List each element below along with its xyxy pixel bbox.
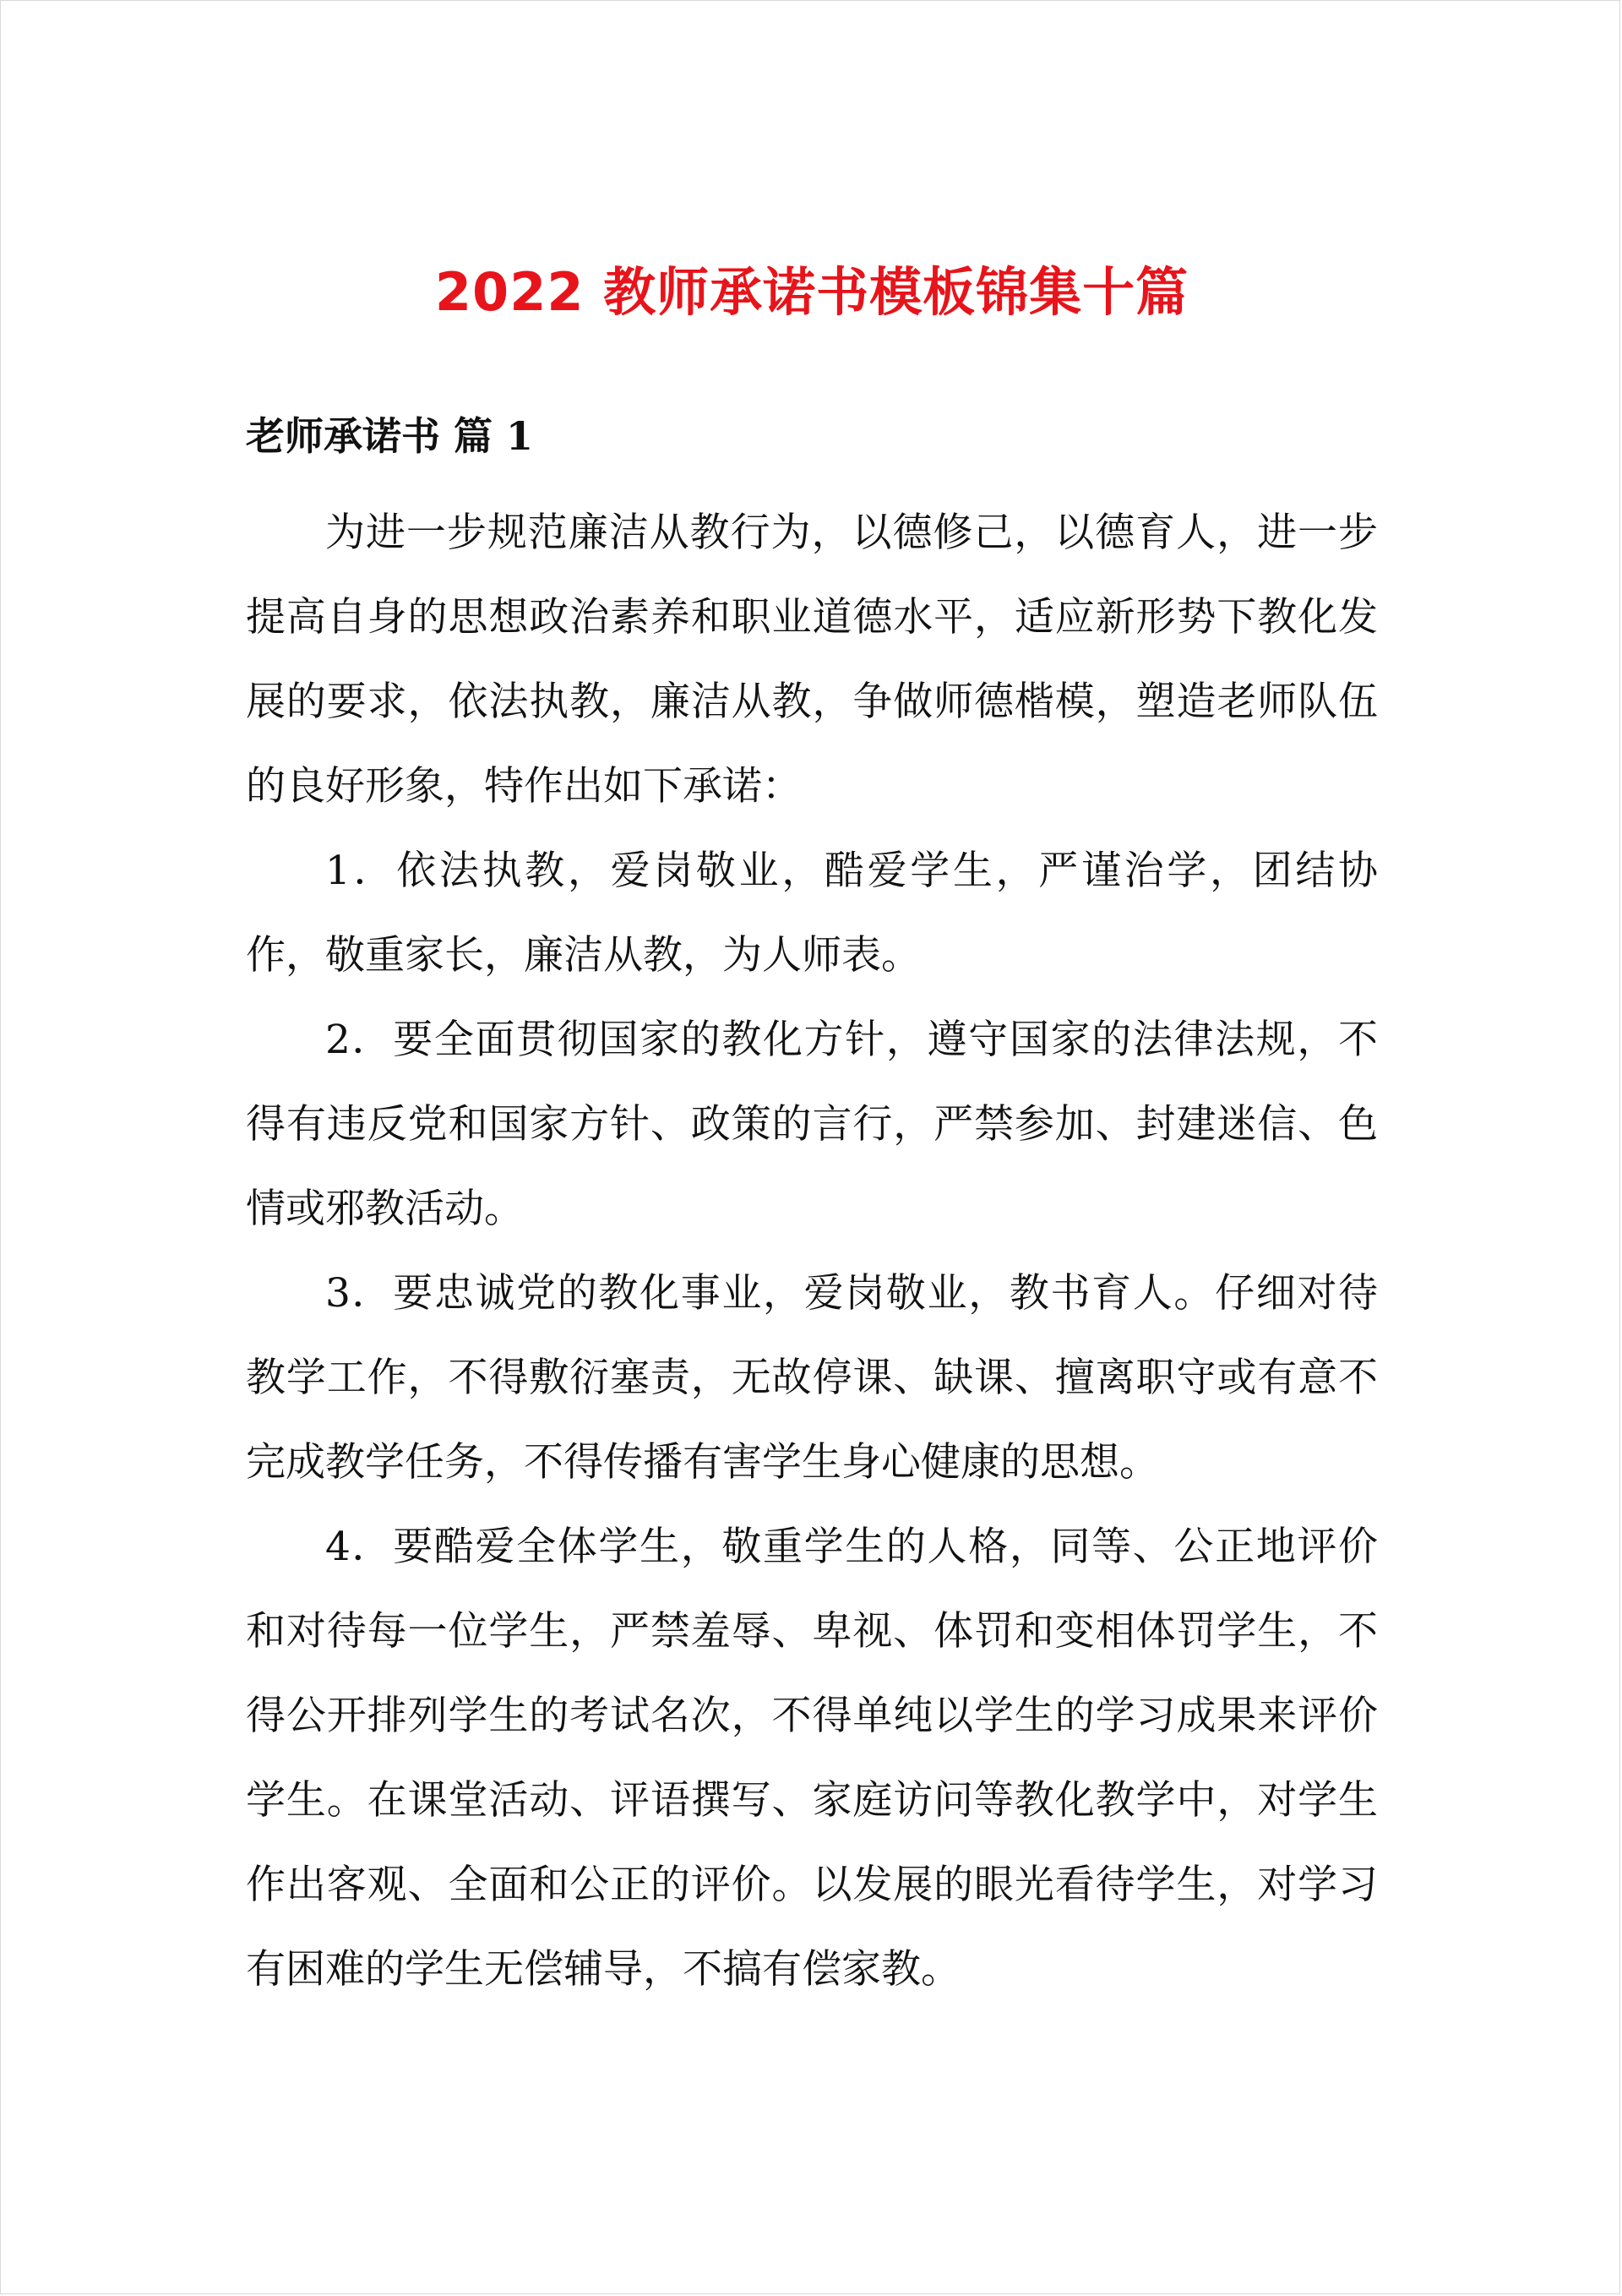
paragraph-item-2: 2．要全面贯彻国家的教化方针，遵守国家的法律法规，不得有违反党和国家方针、政策的言行，严禁参加、封建迷信、色情或邪教活动。 xyxy=(246,1017,1378,1232)
document-title: 2022 教师承诺书模板锦集十篇 xyxy=(434,261,1189,323)
paragraph-intro: 为进一步规范廉洁从教行为，以德修己，以德育人，进一步提高自身的思想政治素养和职业道德水平，适应新形势下教化发展的要求，依法执教，廉洁从教，争做师德楷模，塑造老师队伍的良好形象，特作出如下承诺： xyxy=(246,510,1378,810)
paragraph-item-3: 3．要忠诚党的教化事业，爱岗敬业，教书育人。仔细对待教学工作，不得敷衍塞责，无故停课、缺课、擅离职守或有意不完成教学任务，不得传播有害学生身心健康的思想。 xyxy=(246,1270,1378,1486)
paragraph-item-1: 1．依法执教，爱岗敬业，酷爱学生，严谨治学，团结协作，敬重家长，廉洁从教，为人师表。 xyxy=(246,848,1378,979)
paragraph-item-4: 4．要酷爱全体学生，敬重学生的人格，同等、公正地评价和对待每一位学生，严禁羞辱、卑视、体罚和变相体罚学生，不得公开排列学生的考试名次，不得单纯以学生的学习成果来评价学生。在课堂活动、评语撰写、家庭访问等教化教学中，对学生作出客观、全面和公正的评价。以发展的眼光看待学生，对学习有困难的学生无偿辅导，不搞有偿家教。 xyxy=(246,1524,1378,1993)
body-text xyxy=(246,491,1378,2012)
section-heading: 老师承诺书 篇 1 xyxy=(246,413,534,459)
